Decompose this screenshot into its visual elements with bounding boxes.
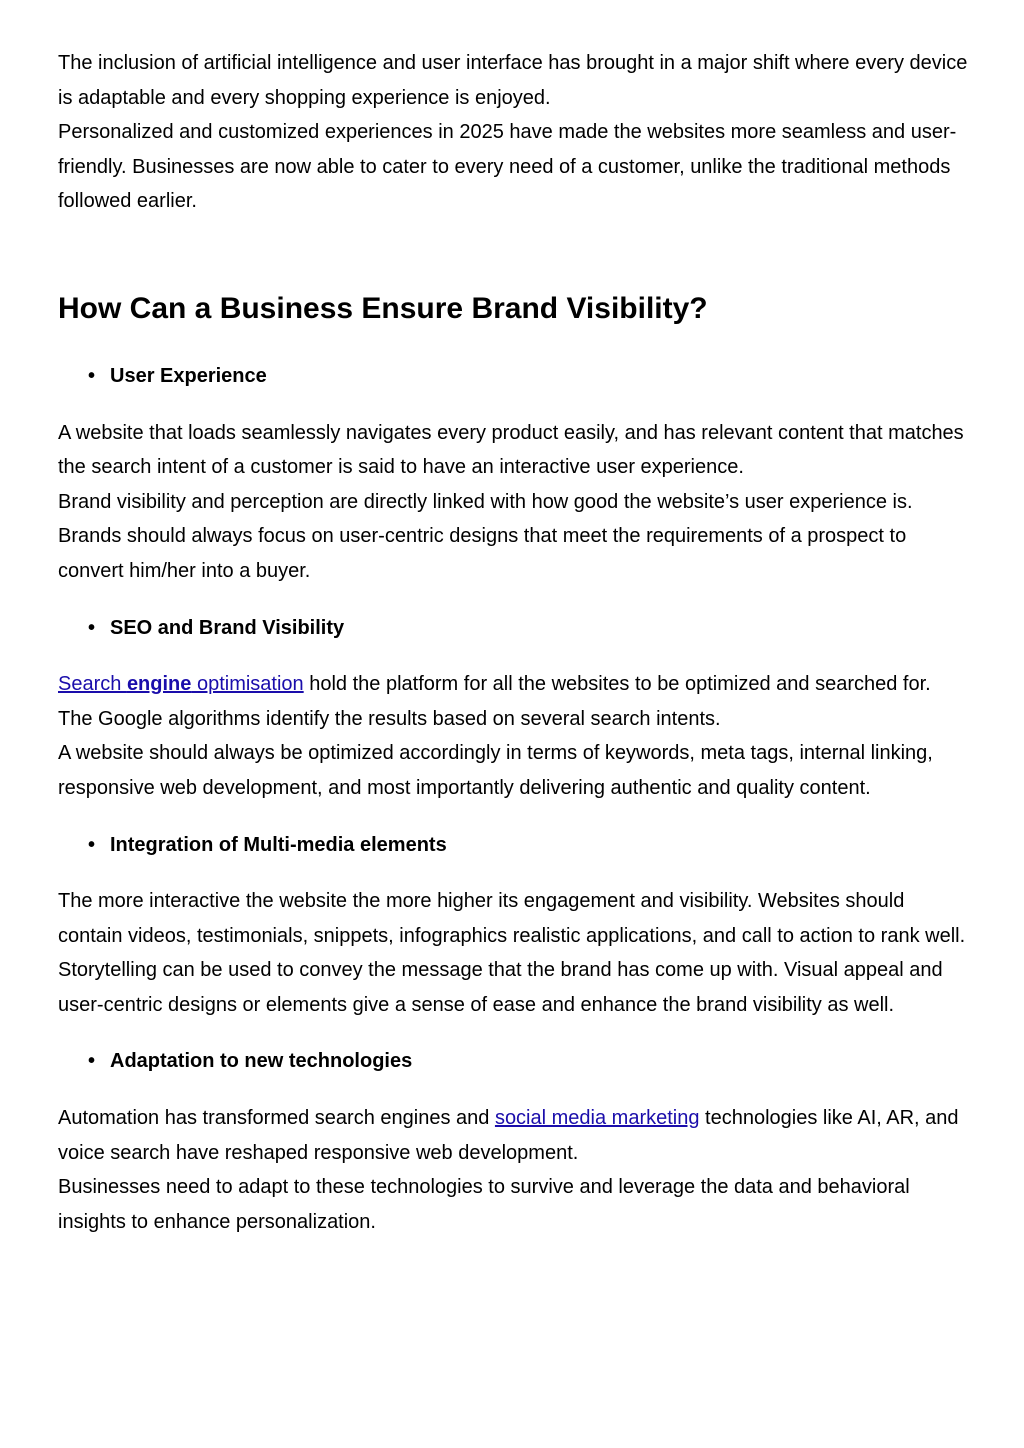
bullet-dot-icon: • (88, 1050, 96, 1073)
bullet-label: Integration of Multi-media elements (110, 833, 447, 856)
section-heading: How Can a Business Ensure Brand Visibility? (58, 291, 708, 325)
bullet-dot-icon: • (88, 833, 96, 856)
technologies-text-pre: Automation has transformed search engines and (58, 1107, 495, 1130)
seo-paragraph-text: hold the platform for all the websites to be optimized and searched for. The Google algorithms identify the results based on several search intents. (58, 673, 931, 730)
intro-paragraph-1: The inclusion of artificial intelligence and user interface has brought in a major shift where every device is adaptable and every shopping experience is enjoyed. (58, 52, 968, 109)
seo-paragraph-2: A website should always be optimized accordingly in terms of keywords, meta tags, internal linking, responsive web development, and most importantly delivering authentic and quality content. (58, 742, 933, 799)
article-body (58, 46, 968, 1239)
bullet-seo-brand-visibility (58, 611, 968, 646)
technologies-paragraph-1 (58, 1101, 968, 1170)
bullet-label: Adaptation to new technologies (110, 1050, 413, 1073)
bullet-dot-icon: • (88, 616, 96, 639)
ux-paragraph-2: Brand visibility and perception are directly linked with how good the website’s user experience is. Brands should always focus on user-centric designs that meet the requirements of a prospect to convert him/her into a buyer. (58, 490, 913, 582)
ux-paragraph-1: A website that loads seamlessly navigates every product easily, and has relevant content that matches the search intent of a customer is said to have an interactive user experience. (58, 421, 964, 479)
multimedia-paragraph-1: The more interactive the website the more higher its engagement and visibility. Websites should contain videos, testimonials, snippets, infographics realistic applications, and call to action to rank well. (58, 890, 966, 947)
technologies-text-post: technologies like AI, AR, and voice search have reshaped responsive web development. (58, 1107, 959, 1164)
bullet-multimedia-integration (58, 828, 968, 863)
seo-paragraph-1 (58, 667, 968, 736)
multimedia-paragraph-2: Storytelling can be used to convey the message that the brand has come up with. Visual appeal and user-centric designs or elements give a sense of ease and enhance the brand visibility as well. (58, 959, 943, 1016)
bullet-user-experience (58, 359, 968, 394)
link-text-part: Search (58, 673, 127, 696)
search-engine-optimisation-link[interactable] (58, 673, 304, 695)
bullet-label: SEO and Brand Visibility (110, 616, 345, 639)
link-text-bold: engine (126, 673, 192, 696)
bullet-new-technologies (58, 1044, 968, 1079)
bullet-label: User Experience (110, 364, 267, 387)
intro-paragraph-2: Personalized and customized experiences in 2025 have made the websites more seamless and user-friendly. Businesses are now able to cater to every need of a customer, unlike the traditional methods followed earlier. (58, 121, 957, 213)
link-text-part: optimisation (191, 673, 304, 696)
social-media-marketing-link[interactable]: social media marketing (494, 1107, 700, 1130)
bullet-dot-icon: • (88, 364, 96, 387)
technologies-paragraph-2: Businesses need to adapt to these technologies to survive and leverage the data and behavioral insights to enhance personalization. (58, 1176, 910, 1233)
